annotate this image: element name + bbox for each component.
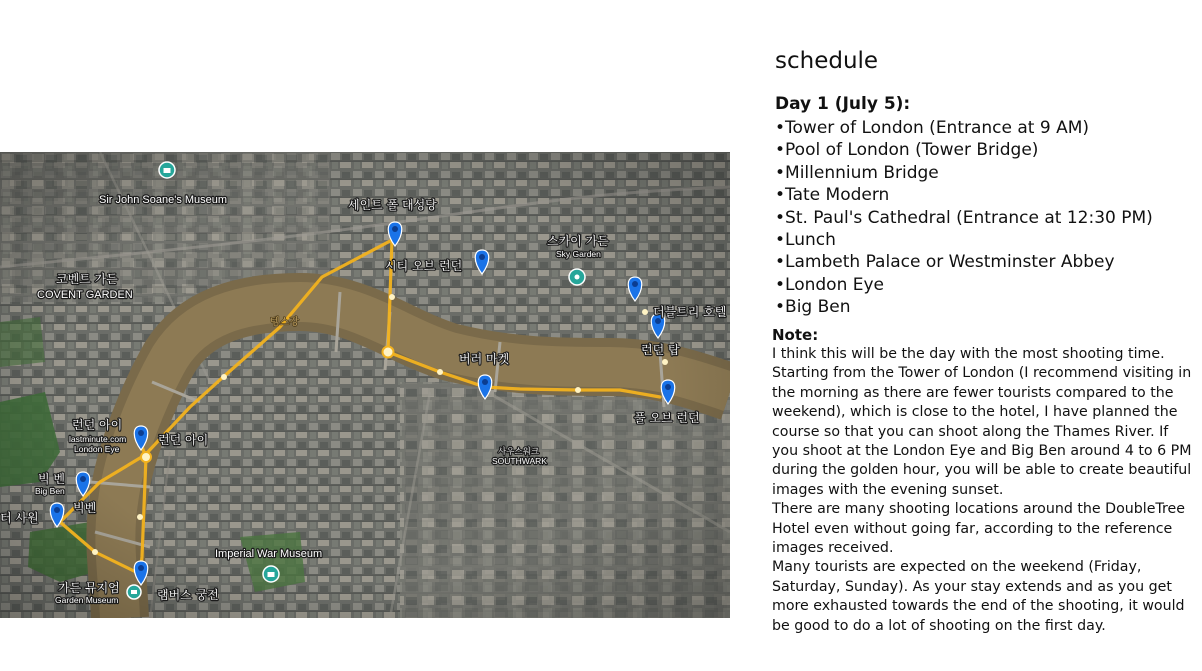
label-london-eye: 런던 아이 [158,433,209,447]
label-london-eye-ko-left: 런던 아이 [72,418,123,432]
label-big-ben: 빅벤 [73,501,97,515]
note-paragraph: Many tourists are expected on the weekend (Friday, Saturday, Sunday). As your stay extends and as you get more exhausted towards the end of the shooting, it would be good to do a lot of shooting on the first day. [772,559,1185,634]
route-waypoint [383,347,394,358]
label-imperial-war-museum: Imperial War Museum [215,548,323,560]
museum-icon[interactable] [127,585,141,599]
label-covent-garden: COVENT GARDEN [37,289,133,301]
day-heading: Day 1 (July 5): [775,94,911,114]
itinerary-item: •Lambeth Palace or Westminster Abbey [775,252,1115,273]
itinerary-item: •London Eye [775,274,885,295]
schedule-title: schedule [775,48,879,74]
label-st-pauls: 세인트 폴 대성당 [348,198,437,212]
label-london-eye-sub2: London Eye [74,444,120,454]
route-waypoint [642,309,648,315]
route-waypoint [141,452,151,462]
museum-icon[interactable] [159,162,175,178]
label-big-ben-ko-left: 빅 벤 [38,472,65,486]
label-thames: 템스강 [270,317,299,328]
satellite-map[interactable] [0,152,730,618]
route-waypoint [389,294,395,300]
label-westminster-abbey: 터 사원 [0,511,39,525]
label-garden-museum-ko: 가든 뮤지엄 [58,581,120,595]
map-canvas[interactable] [0,152,730,618]
label-garden-museum: Garden Museum [55,595,119,605]
label-sky-garden: Sky Garden [556,249,601,259]
note-paragraph: There are many shooting locations around the DoubleTree Hotel even without going far, according to the reference images received. [772,501,1185,557]
route-waypoint [221,374,227,380]
label-covent-garden-ko: 코벤트 가든 [56,272,118,286]
label-borough-market: 버러 마켓 [459,352,510,366]
label-big-ben-sub: Big Ben [35,486,65,496]
label-london-eye-sub1: lastminute.com [69,434,127,444]
label-sky-garden-ko: 스카이 가든 [547,234,609,248]
label-southwark-ko: 사우스워크 [498,446,540,456]
label-city-of-london: 시티 오브 런던 [385,259,463,273]
museum-icon[interactable] [263,566,279,582]
label-lambeth-palace: 램버스 궁전 [157,588,219,602]
label-soane-museum: Sir John Soane's Museum [99,194,228,206]
itinerary-item: •Big Ben [775,297,851,318]
itinerary-item: •Tower of London (Entrance at 9 AM) [775,118,1090,138]
itinerary-item: •Tate Modern [775,185,890,206]
route-waypoint [92,549,98,555]
map-vignette [0,152,730,618]
itinerary-list [775,117,1153,319]
itinerary-item: •Pool of London (Tower Bridge) [775,140,1039,161]
note-body [772,345,1192,636]
camera-icon[interactable] [569,269,585,285]
itinerary-item: •Lunch [775,230,836,251]
label-doubletree: 더블트리 호텔 [653,305,727,319]
route-waypoint [662,359,668,365]
label-pool-of-london: 풀 오브 런던 [634,411,700,425]
label-tower-of-london: 런던 탑 [641,343,680,357]
route-waypoint [575,387,581,393]
route-waypoint [437,369,443,375]
itinerary-item: •Millennium Bridge [775,162,939,183]
itinerary-item: •St. Paul's Cathedral (Entrance at 12:30 PM) [775,207,1153,228]
note-heading: Note: [772,326,819,344]
route-waypoint [137,514,143,520]
note-paragraph: I think this will be the day with the most shooting time. Starting from the Tower of London (I recommend visiting in the morning as there are fewer tourists compared to the weekend), which is close to the hotel, I have planned the course so that you can shoot along the Thames River. If you shoot at the London Eye and Big Ben around 4 to 6 PM during the golden hour, you will be able to create beautiful images with the evening sunset. [772,346,1192,498]
label-southwark: SOUTHWARK [492,456,547,466]
